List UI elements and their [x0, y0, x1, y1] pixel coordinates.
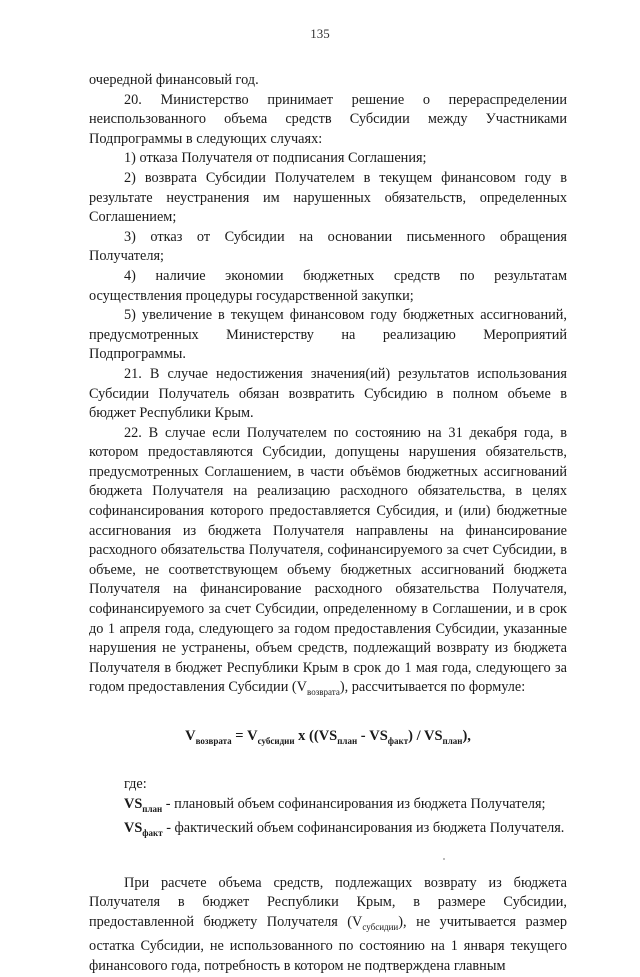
- formula-subsidy-sub: субсидии: [257, 735, 295, 746]
- definition-vs-plan: [89, 795, 567, 819]
- list-item-5: 5) увеличение в текущем финансовом году бюджетных ассигнований, предусмотренных Министерству на реализацию Мероприятий Подпрограммы.: [89, 307, 567, 363]
- where-label: где:: [124, 776, 147, 793]
- paragraph-20: 20. Министерство принимает решение о перераспределении неиспользованного объема средств Субсидии между Участниками Подпрограммы в следующих случаях:: [89, 91, 567, 147]
- paragraph-22: [89, 424, 567, 703]
- refund-formula: [89, 727, 567, 751]
- vs-plan-sub: план: [142, 803, 163, 814]
- vs-plan-text: - плановый объем софинансирования из бюджета Получателя;: [162, 795, 546, 812]
- vs-fact-text: - фактический объем софинансирования из бюджета Получателя.: [162, 820, 565, 837]
- formula-minus: - VS: [357, 727, 388, 744]
- final-sub: субсидии: [362, 921, 399, 932]
- paragraph-22-subscript: возврата: [307, 687, 340, 698]
- formula-close: ),: [462, 727, 471, 744]
- vs-fact-name: [124, 820, 163, 839]
- vs-plan-name: [124, 796, 162, 812]
- paragraph-22-end: ), рассчитывается по формуле:: [339, 679, 526, 696]
- scan-speck: [443, 858, 445, 860]
- formula-plan-sub: план: [337, 735, 358, 746]
- page-number: 135: [310, 26, 330, 41]
- formula-x-open: x ((VS: [294, 727, 338, 744]
- final-text-2: ), не учитывается размер остатка Субсидии, не использованного по состоянию на 1 января текущего финансового года, потребность в котором не подтверждена главным: [89, 914, 567, 975]
- paragraph-final: [89, 874, 567, 977]
- list-item-1: 1) отказа Получателя от подписания Соглашения;: [124, 150, 427, 167]
- formula-fact-sub: факт: [387, 735, 409, 746]
- vs-plan-symbol: VS: [124, 795, 143, 812]
- definition-vs-fact: [89, 819, 567, 843]
- formula-plan-sub-2: план: [442, 735, 463, 746]
- vs-fact-symbol: VS: [124, 820, 143, 837]
- formula-eq: = V: [231, 727, 258, 744]
- spacer: [89, 844, 567, 874]
- vs-fact-sub: факт: [142, 828, 163, 839]
- document-body: [89, 71, 567, 977]
- list-item-3: 3) отказ от Субсидии на основании письменного обращения Получателя;: [89, 228, 567, 265]
- formula-v: V: [185, 727, 196, 744]
- final-text-1: При расчете объема средств, подлежащих возврату из бюджета Получателя в бюджет Республики Крым, в размере Субсидии, предоставленной бюджету Получателя (V: [89, 874, 567, 931]
- list-item-2: 2) возврата Субсидии Получателем в текущем финансовом году в результате неустранения им нарушенных обязательств, определенных Соглашением;: [89, 169, 567, 226]
- formula-v-sub: возврата: [195, 735, 232, 746]
- paragraph-21: 21. В случае недостижения значения(ий) результатов использования Субсидии Получатель обязан возвратить Субсидию в полном объеме в бюджет Республики Крым.: [89, 365, 567, 422]
- paragraph-22-text: 22. В случае если Получателем по состоянию на 31 декабря года, в котором предоставляются Субсидии, допущены нарушения обязательств, предусмотренных Соглашением, в части объёмов бюджетных ассигнований бюджета Получателя на реализацию расходного обязательства, в целях софинансирования которого предоставляется Субсидия, и (или) бюджетные ассигнования из бюджета Получателя направлены на финансирование расходного обязательства Получателя, софинансируемого за счет Субсидии, в объеме, не соответствующем объему бюджетных ассигнований бюджета Получателя на финансирование расходного обязательства Получателя, софинансируемого за счет Субсидии, определенному в Соглашении, и в срок до 1 апреля года, следующего за годом предоставления Субсидии, указанные нарушения не устранены, объем средств, подлежащий возврату из бюджета Получателя в бюджет Республики Крым в срок до 1 мая года, следующего за годом предоставления Субсидии (V: [89, 424, 567, 696]
- paragraph-continuation: очередной финансовый год.: [89, 72, 259, 88]
- list-item-4: 4) наличие экономии бюджетных средств по результатам осуществления процедуры государственной закупки;: [89, 267, 567, 304]
- formula-div: ) / VS: [408, 727, 443, 744]
